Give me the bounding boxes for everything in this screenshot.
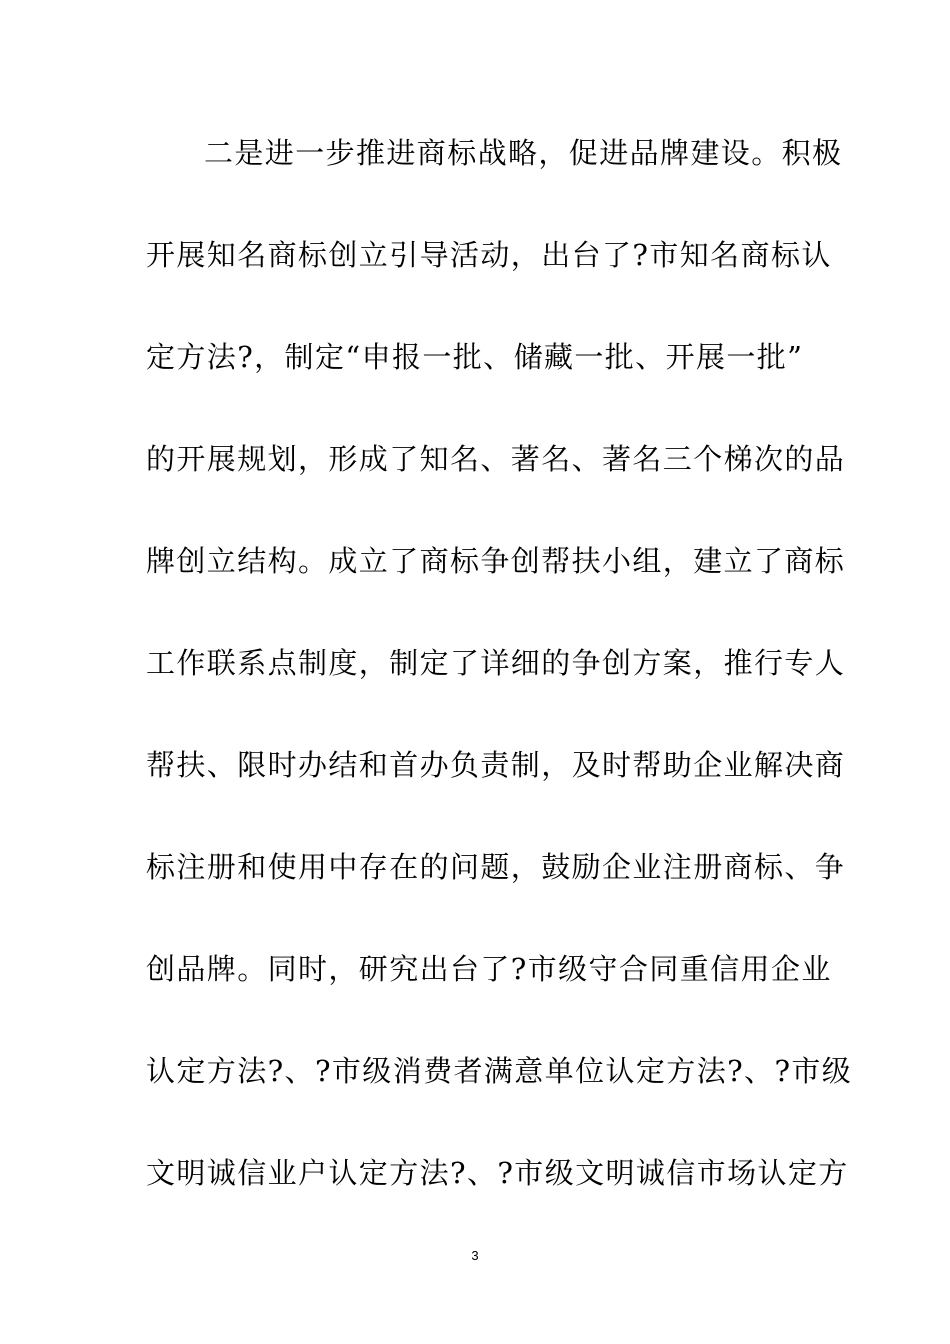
page-number: 3 (471, 1248, 479, 1263)
body-paragraph (146, 126, 853, 1248)
paragraph-line: 定方法?，制定“申报一批、储藏一批、开展一批” (146, 340, 804, 374)
paragraph-line: 创品牌。同时，研究出台了?市级守合同重信用企业 (146, 952, 832, 986)
paragraph-line: 开展知名商标创立引导活动，出台了?市知名商标认 (146, 238, 832, 272)
paragraph-line: 二是进一步推进商标战略，促进品牌建设。积极 (204, 136, 843, 170)
paragraph-line: 认定方法?、?市级消费者满意单位认定方法?、?市级 (146, 1054, 853, 1088)
paragraph-line: 牌创立结构。成立了商标争创帮扶小组，建立了商标 (146, 544, 846, 578)
paragraph-line: 标注册和使用中存在的问题，鼓励企业注册商标、争 (146, 850, 846, 884)
paragraph-line: 帮扶、限时办结和首办负责制，及时帮助企业解决商 (146, 748, 846, 782)
paragraph-line: 的开展规划，形成了知名、著名、著名三个梯次的品 (146, 442, 846, 476)
paragraph-line: 文明诚信业户认定方法?、?市级文明诚信市场认定方 (146, 1156, 849, 1190)
paragraph-line: 工作联系点制度，制定了详细的争创方案，推行专人 (146, 646, 846, 680)
